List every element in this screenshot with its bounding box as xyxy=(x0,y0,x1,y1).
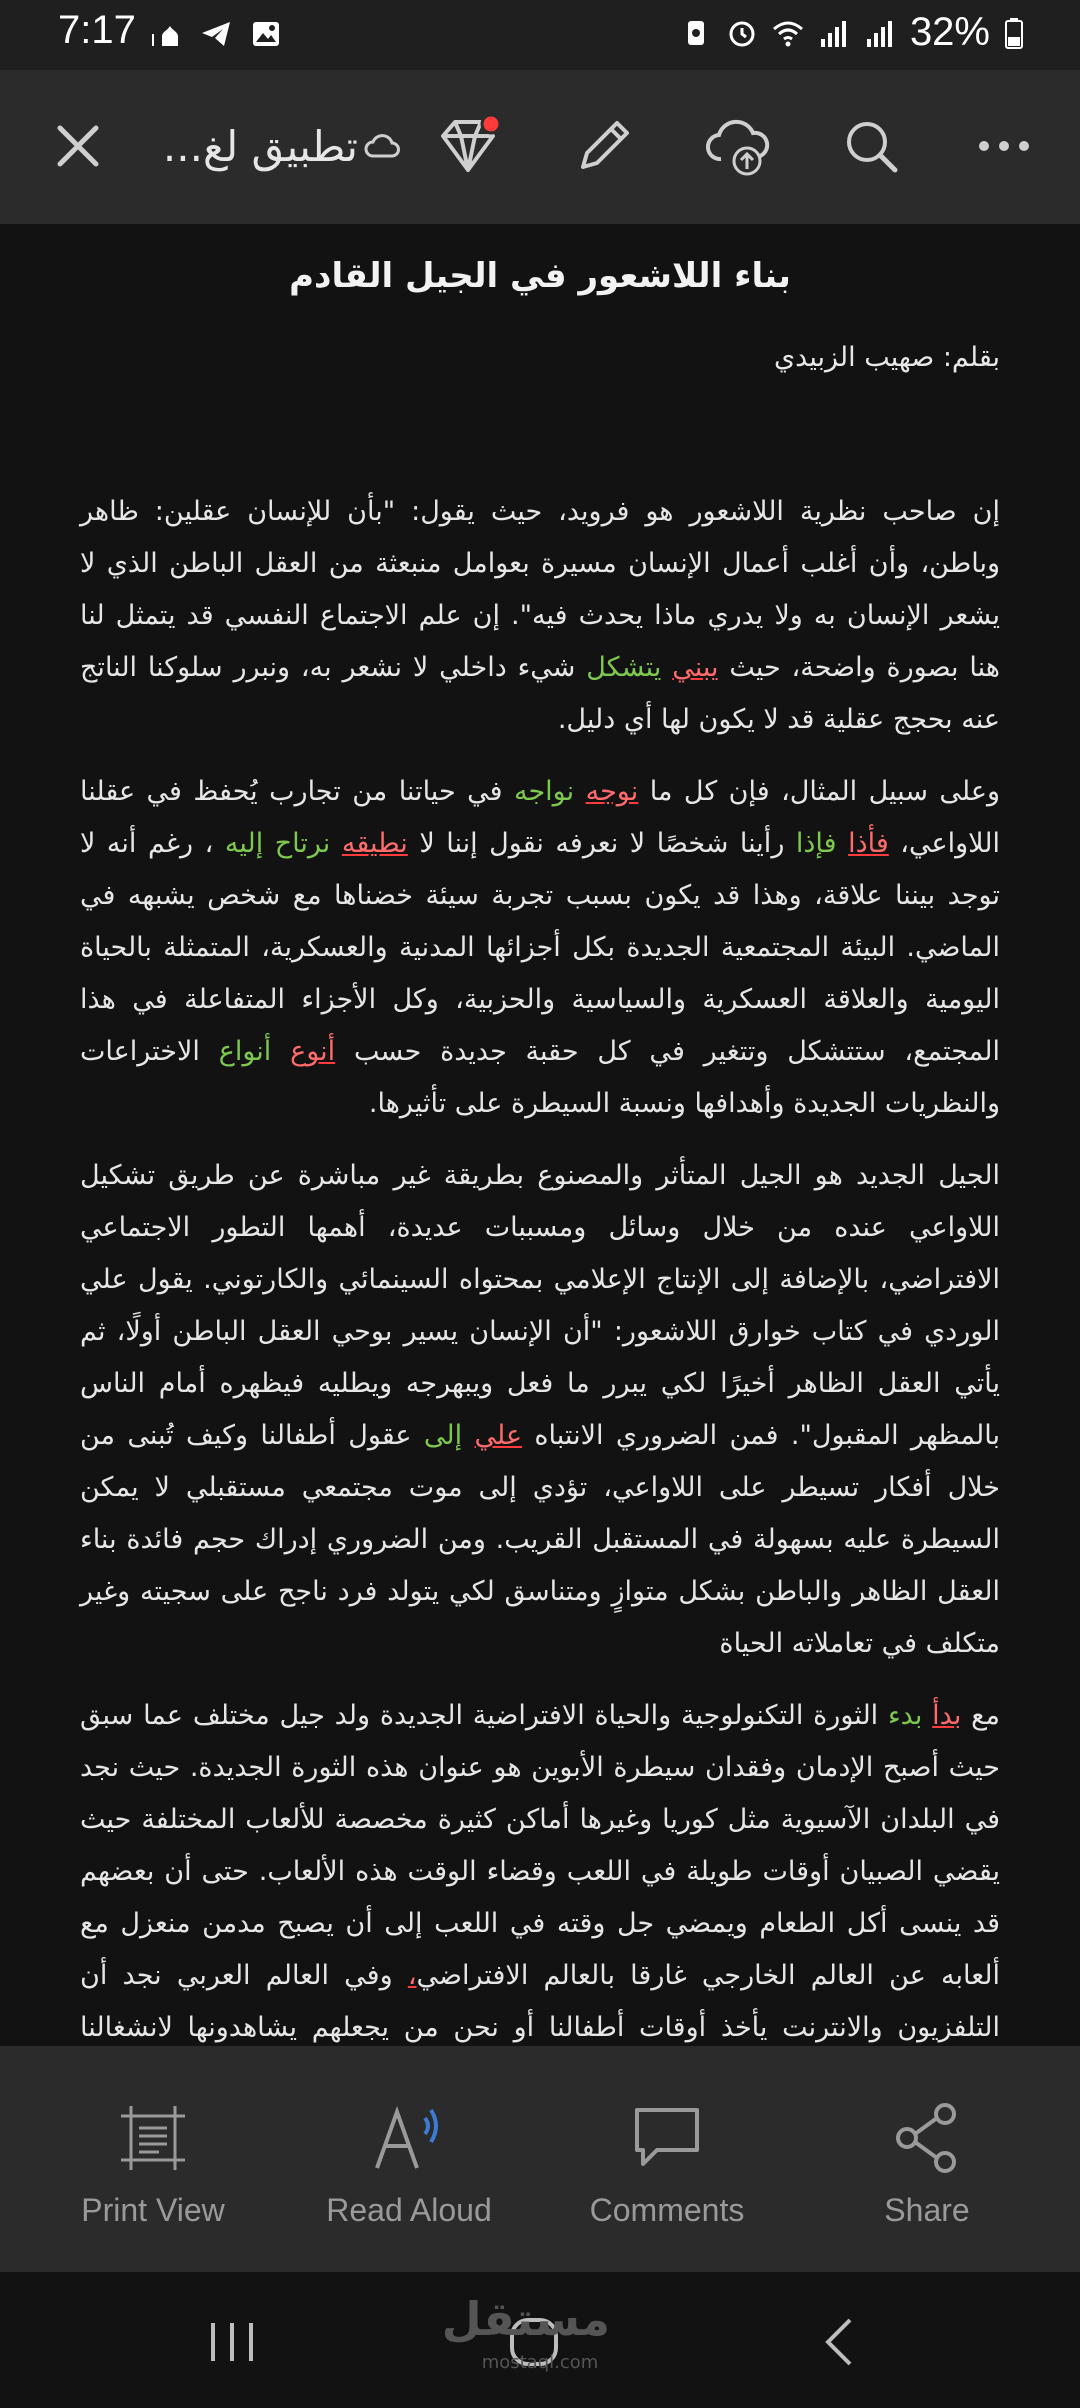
notification-icons xyxy=(150,18,282,50)
app-toolbar xyxy=(0,70,1080,224)
print-view-icon xyxy=(117,2102,189,2174)
spelling-suggestion[interactable]: أنواع xyxy=(218,1036,272,1067)
text-run: ، رغم أنه لا توجد بيننا علاقة، وهذا قد يكون بسبب تجربة سيئة خضناها مع شخص يشبهه في الماضي. البيئة المجتمعية الجديدة بكل أجزائها المدنية والعسكرية، المتمثلة بالحياة اليومية والعلاقة العسكرية والسياسية والحزبية، وكل الأجزاء المتفاعلة في هذا المجتمع، ستتشكل وتتغير في كل حقبة جديدة حسب xyxy=(80,828,1000,1067)
signal-2-icon xyxy=(864,17,896,49)
paragraph-2 xyxy=(80,766,1000,1130)
watermark-logo: مستقل xyxy=(441,2292,610,2346)
status-right xyxy=(680,10,1024,55)
close-button[interactable] xyxy=(48,116,108,176)
spelling-error[interactable]: نوجه xyxy=(585,776,639,807)
spelling-error[interactable]: ، xyxy=(407,1960,417,1991)
spelling-suggestion[interactable]: بدء xyxy=(887,1700,923,1731)
read-aloud-icon xyxy=(369,2102,449,2174)
paragraph-3 xyxy=(80,1150,1000,1670)
spelling-error[interactable]: فأذا xyxy=(848,828,889,859)
alarm-icon xyxy=(726,17,758,49)
text-run: الاختراعات والنظريات الجديدة وأهدافها ونسبة السيطرة على تأثيرها. xyxy=(80,1036,1000,1119)
comments-button[interactable] xyxy=(542,2098,792,2238)
wifi-icon xyxy=(772,17,804,49)
search-icon xyxy=(841,116,901,176)
spelling-suggestion[interactable]: إلى xyxy=(423,1420,463,1451)
share-icon-wrap xyxy=(802,2098,1052,2178)
read-aloud-icon-wrap xyxy=(284,2098,534,2178)
spelling-suggestion[interactable]: فإذا xyxy=(795,828,837,859)
read-aloud-label: Read Aloud xyxy=(326,2192,492,2228)
text-run: إن صاحب نظرية اللاشعور هو فرويد، حيث يقول: "بأن للإنسان عقلين: ظاهر وباطن، وأن أغلب أعمال الإنسان مسيرة بعوامل منبعثة من العقل الباطن الذي لا يشعر الإنسان به ولا يدري ماذا يحدث فيه". إن علم الاجتماع النفسي قد يتمثل لنا هنا بصورة واضحة، حيث xyxy=(80,496,1000,683)
print-view-button[interactable] xyxy=(28,2098,278,2238)
text-run: وعلى سبيل المثال، فإن كل ما xyxy=(638,776,1000,807)
recent-apps-button[interactable] xyxy=(172,2302,292,2382)
spelling-error[interactable]: بدأ xyxy=(932,1700,962,1731)
document-title-text: تطبيق لغ... xyxy=(162,121,358,171)
share-button[interactable] xyxy=(802,2098,1052,2238)
battery-icon xyxy=(1004,17,1024,49)
text-run: شيء داخلي لا نشعر به، ونبرر سلوكنا الناتج عنه بحجج عقلية قد لا يكون لها أي دليل. xyxy=(80,652,1000,735)
premium-button[interactable] xyxy=(432,116,504,176)
edit-button[interactable] xyxy=(568,116,640,176)
cloud-small-icon xyxy=(364,132,400,160)
share-label: Share xyxy=(884,2192,970,2228)
text-run: عقول أطفالنا وكيف تُبنى من خلال أفكار تسيطر على اللاواعي، تؤدي إلى موت مجتمعي مستقبلي لا يمكن السيطرة عليه بسهولة في المستقبل القريب. ومن الضروري إدراك حجم فائدة بناء العقل الظاهر والباطن بشكل متوازٍ ومتناسق لكي يتولد فرد ناجح على سجيته وغير متكلف في تعاملاته الحياة xyxy=(80,1420,1000,1659)
card-icon xyxy=(680,17,712,49)
back-button[interactable] xyxy=(780,2302,900,2382)
cloud-upload-icon xyxy=(703,115,773,177)
spelling-error[interactable]: أنوع xyxy=(290,1036,336,1067)
text-run: الثورة التكنولوجية والحياة الافتراضية الجديدة ولد جيل مختلف عما سبق حيث أصبح الإدمان وفقدان سيطرة الأبوين هو عنوان هذه الثورة الجديدة. حيث نجد في البلدان الآسيوية مثل كوريا وغيرها أماكن كثيرة مخصصة للألعاب المختلفة حيث يقضي الصبيان أوقات طويلة في اللعب وقضاء الوقت هذه الألعاب. حتى أن بعضهم قد ينسى أكل الطعام ويمضي جل وقته في اللعب إلى أن يصبح مدمن منعزل مع ألعابه عن العالم الخارجي غارقا بالعالم الافتراضي xyxy=(80,1700,1000,1991)
comments-label: Comments xyxy=(589,2192,745,2228)
spelling-suggestion[interactable]: نواجه xyxy=(514,776,575,807)
document-paragraphs xyxy=(80,486,1000,2178)
document-byline: بقلم: صهيب الزبيدي xyxy=(774,342,1000,373)
document-title[interactable] xyxy=(150,116,400,176)
more-horizontal-icon xyxy=(978,138,1030,154)
paragraph-1 xyxy=(80,486,1000,746)
signal-icon xyxy=(818,17,850,49)
print-view-icon-wrap xyxy=(28,2098,278,2178)
system-nav-bar xyxy=(0,2272,1080,2408)
mosque-icon xyxy=(150,18,182,50)
share-icon xyxy=(891,2102,963,2174)
text-run: رأينا شخصًا لا نعرفه نقول إننا لا xyxy=(407,828,796,859)
cloud-upload-button[interactable] xyxy=(700,116,776,176)
spelling-error[interactable]: نطيقه xyxy=(341,828,408,859)
spelling-suggestion[interactable]: نرتاح إليه xyxy=(224,828,331,859)
gallery-icon xyxy=(250,18,282,50)
status-bar xyxy=(0,0,1080,70)
watermark-url: mostaql.com xyxy=(481,2352,599,2373)
text-run: وفي العالم العربي نجد أن التلفزيون والانترنت يأخذ أوقات أطفالنا أو نحن من يجعلهم يشاهدونها لانشغالنا xyxy=(80,1960,1000,2043)
search-button[interactable] xyxy=(838,116,904,176)
spelling-error[interactable]: علي xyxy=(474,1420,523,1451)
text-run: الجيل الجديد هو الجيل المتأثر والمصنوع بطريقة غير مباشرة عن طريق تشكيل اللاواعي عنده من خلال وسائل ومسببات عديدة، أهمها التطور الاجتماعي الافتراضي، بالإضافة إلى الإنتاج الإعلامي بمحتواه السينمائي والكارتوني. يقول علي الوردي في كتاب خوارق اللاشعور: "أن الإنسان يسير بوحي العقل الباطن أولًا، ثم يأتي العقل الظاهر أخيرًا لكي يبرر ما فعل ويبهرجه ويطليه فيظهره أمام الناس بالمظهر المقبول". فمن الضروري الانتباه xyxy=(80,1160,1001,1451)
diamond-icon xyxy=(435,116,501,176)
close-icon xyxy=(54,122,102,170)
document-heading: بناء اللاشعور في الجيل القادم xyxy=(289,256,791,296)
pencil-icon xyxy=(573,115,635,177)
comments-icon-wrap xyxy=(542,2098,792,2178)
status-time: 7:17 xyxy=(58,8,136,52)
document-body[interactable] xyxy=(0,224,1080,2046)
text-run: مع xyxy=(961,1700,1000,1731)
more-options-button[interactable] xyxy=(974,116,1034,176)
print-view-label: Print View xyxy=(81,2192,225,2228)
read-aloud-button[interactable] xyxy=(284,2098,534,2238)
recent-apps-icon xyxy=(207,2319,257,2365)
spelling-suggestion[interactable]: يتشكل xyxy=(586,652,662,683)
battery-percent: 32% xyxy=(909,10,990,54)
bottom-action-bar xyxy=(0,2046,1080,2272)
comment-icon xyxy=(631,2102,703,2174)
text-run: في حياتنا من تجارب يُحفظ في عقلنا اللاواعي، xyxy=(80,776,1000,859)
telegram-icon xyxy=(200,18,232,50)
back-icon xyxy=(820,2316,860,2368)
spelling-error[interactable]: يبني xyxy=(672,652,719,683)
